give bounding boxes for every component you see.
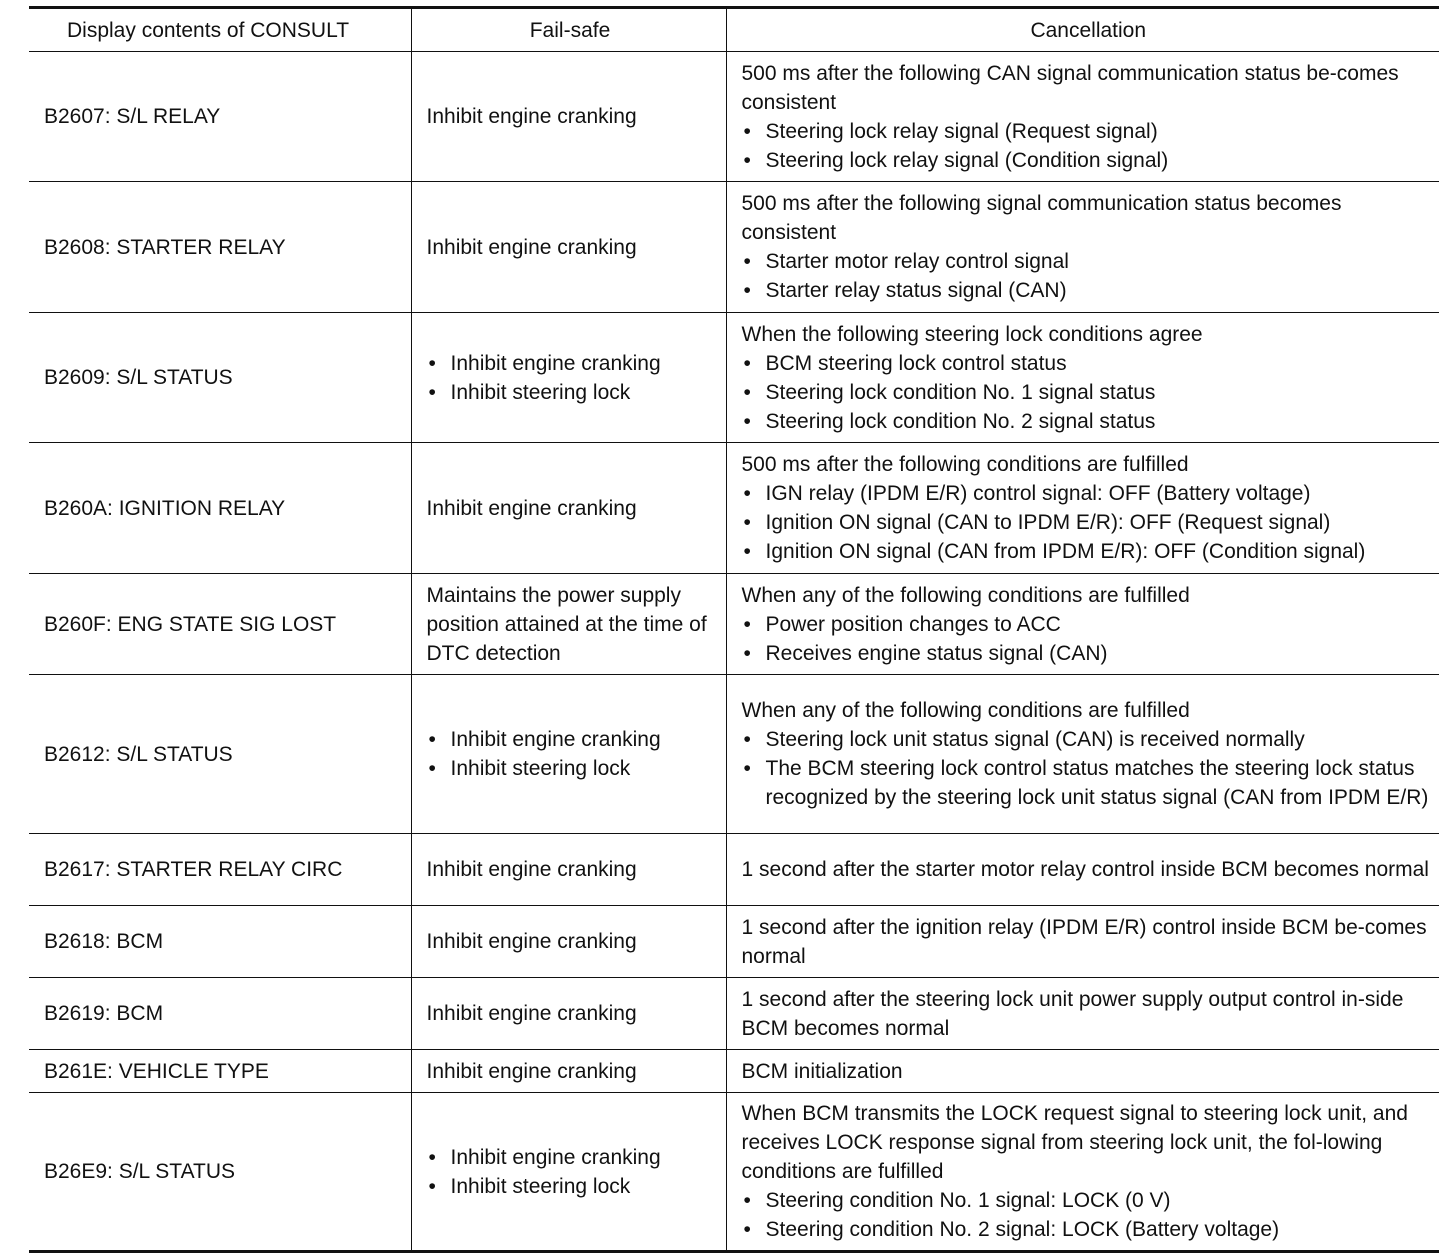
header-row	[29, 8, 1439, 52]
display-contents-cell: B2618: BCM	[29, 906, 411, 978]
cancellation-cell	[726, 834, 1439, 906]
cancellation-text: 1 second after the ignition relay (IPDM E/R) control inside BCM be-comes normal	[741, 915, 1427, 968]
cancellation-list	[742, 117, 1436, 175]
table-row	[29, 52, 1439, 182]
table-row	[29, 978, 1439, 1050]
fail-safe-text: Inhibit engine cranking	[426, 1002, 637, 1025]
fail-safe-cell	[411, 52, 726, 182]
cancellation-text: BCM initialization	[741, 1059, 903, 1083]
cancellation-item: • IGN relay (IPDM E/R) control signal: OFF (Battery voltage)	[742, 479, 1436, 508]
fail-safe-cell	[411, 834, 726, 906]
cancellation-text: When any of the following conditions are fulfilled	[741, 699, 1190, 722]
cancellation-cell	[726, 574, 1439, 675]
table-row	[29, 574, 1439, 675]
fail-safe-text: Maintains the power supply position attained at the time of DTC detection	[426, 583, 707, 665]
cancellation-item: • Power position changes to ACC	[742, 610, 1436, 639]
fail-safe-list	[427, 1143, 714, 1201]
display-contents-cell: B260F: ENG STATE SIG LOST	[29, 574, 411, 675]
cancellation-item: • Starter relay status signal (CAN)	[742, 276, 1436, 305]
cancellation-item: • Starter motor relay control signal	[742, 247, 1436, 276]
fail-safe-cell	[411, 574, 726, 675]
fail-safe-list	[427, 349, 714, 407]
fail-safe-text: Inhibit engine cranking	[426, 858, 637, 881]
cancellation-item: • Receives engine status signal (CAN)	[742, 639, 1436, 668]
cancellation-item: • Ignition ON signal (CAN from IPDM E/R): OFF (Condition signal)	[742, 537, 1436, 566]
display-contents-cell: B2612: S/L STATUS	[29, 675, 411, 834]
cancellation-text: 500 ms after the following CAN signal communication status be-comes consistent	[741, 61, 1399, 114]
header-cancellation: Cancellation	[726, 8, 1439, 52]
table-row	[29, 443, 1439, 574]
fail-safe-cell	[411, 906, 726, 978]
cancellation-list	[742, 479, 1436, 566]
table-row	[29, 1093, 1439, 1252]
cancellation-text: 1 second after the starter motor relay control inside BCM becomes normal	[741, 858, 1429, 881]
cancellation-text: When the following steering lock conditions agree	[741, 322, 1203, 346]
cancellation-cell	[726, 443, 1439, 574]
cancellation-cell	[726, 182, 1439, 313]
cancellation-item: • BCM steering lock control status	[742, 349, 1436, 378]
fail-safe-cell	[411, 1093, 726, 1252]
cancellation-text: 1 second after the steering lock unit power supply output control in-side BCM becomes normal	[741, 987, 1404, 1040]
header-display-contents: Display contents of CONSULT	[29, 8, 411, 52]
display-contents-cell: B2617: STARTER RELAY CIRC	[29, 834, 411, 906]
cancellation-text: When any of the following conditions are fulfilled	[741, 583, 1190, 607]
cancellation-cell	[726, 675, 1439, 834]
cancellation-list	[742, 610, 1436, 668]
table-row	[29, 675, 1439, 834]
cancellation-item: • Ignition ON signal (CAN to IPDM E/R): OFF (Request signal)	[742, 508, 1436, 537]
fail-safe-text: Inhibit engine cranking	[426, 496, 637, 520]
fail-safe-cell	[411, 1050, 726, 1093]
display-contents-cell: B2619: BCM	[29, 978, 411, 1050]
display-contents-cell: B2609: S/L STATUS	[29, 313, 411, 443]
cancellation-cell	[726, 1093, 1439, 1252]
cancellation-list	[742, 1186, 1436, 1244]
cancellation-item: • Steering lock condition No. 1 signal status	[742, 378, 1436, 407]
display-contents-cell: B2607: S/L RELAY	[29, 52, 411, 182]
cancellation-cell	[726, 52, 1439, 182]
fail-safe-table-container	[29, 6, 1439, 1253]
cancellation-item: • Steering condition No. 2 signal: LOCK (Battery voltage)	[742, 1215, 1436, 1244]
cancellation-text: 500 ms after the following conditions are fulfilled	[741, 453, 1189, 476]
header-fail-safe: Fail-safe	[411, 8, 726, 52]
fail-safe-cell	[411, 313, 726, 443]
fail-safe-item: • Inhibit steering lock	[427, 754, 714, 783]
fail-safe-item: • Inhibit steering lock	[427, 1172, 714, 1201]
fail-safe-cell	[411, 182, 726, 313]
fail-safe-cell	[411, 443, 726, 574]
cancellation-item: • Steering lock unit status signal (CAN) is received normally	[742, 725, 1436, 754]
fail-safe-text: Inhibit engine cranking	[426, 105, 637, 128]
display-contents-cell: B2608: STARTER RELAY	[29, 182, 411, 313]
fail-safe-text: Inhibit engine cranking	[426, 235, 637, 259]
display-contents-cell: B26E9: S/L STATUS	[29, 1093, 411, 1252]
table-row	[29, 182, 1439, 313]
fail-safe-item: • Inhibit engine cranking	[427, 725, 714, 754]
cancellation-cell	[726, 978, 1439, 1050]
fail-safe-text: Inhibit engine cranking	[426, 1059, 637, 1083]
cancellation-item: • The BCM steering lock control status matches the steering lock status recognized by the steering lock unit status signal (CAN from IPDM E/R)	[742, 754, 1436, 812]
fail-safe-table	[29, 6, 1439, 1253]
display-contents-cell: B261E: VEHICLE TYPE	[29, 1050, 411, 1093]
cancellation-item: • Steering lock condition No. 2 signal status	[742, 407, 1436, 436]
display-contents-cell: B260A: IGNITION RELAY	[29, 443, 411, 574]
cancellation-cell	[726, 906, 1439, 978]
fail-safe-item: • Inhibit steering lock	[427, 378, 714, 407]
table-row	[29, 906, 1439, 978]
cancellation-item: • Steering lock relay signal (Condition signal)	[742, 146, 1436, 175]
fail-safe-list	[427, 725, 714, 783]
cancellation-item: • Steering lock relay signal (Request signal)	[742, 117, 1436, 146]
cancellation-list	[742, 725, 1436, 812]
cancellation-cell	[726, 313, 1439, 443]
fail-safe-item: • Inhibit engine cranking	[427, 1143, 714, 1172]
fail-safe-text: Inhibit engine cranking	[426, 930, 637, 953]
cancellation-text: 500 ms after the following signal communication status becomes consistent	[741, 192, 1342, 244]
table-row	[29, 313, 1439, 443]
fail-safe-cell	[411, 978, 726, 1050]
table-row	[29, 834, 1439, 906]
fail-safe-item: • Inhibit engine cranking	[427, 349, 714, 378]
cancellation-cell	[726, 1050, 1439, 1093]
cancellation-list	[742, 349, 1436, 436]
fail-safe-cell	[411, 675, 726, 834]
table-row	[29, 1050, 1439, 1093]
cancellation-item: • Steering condition No. 1 signal: LOCK (0 V)	[742, 1186, 1436, 1215]
cancellation-list	[742, 247, 1436, 305]
cancellation-text: When BCM transmits the LOCK request signal to steering lock unit, and receives LOCK response signal from steering lock unit, the fol-lowing conditions are fulfilled	[741, 1102, 1408, 1183]
